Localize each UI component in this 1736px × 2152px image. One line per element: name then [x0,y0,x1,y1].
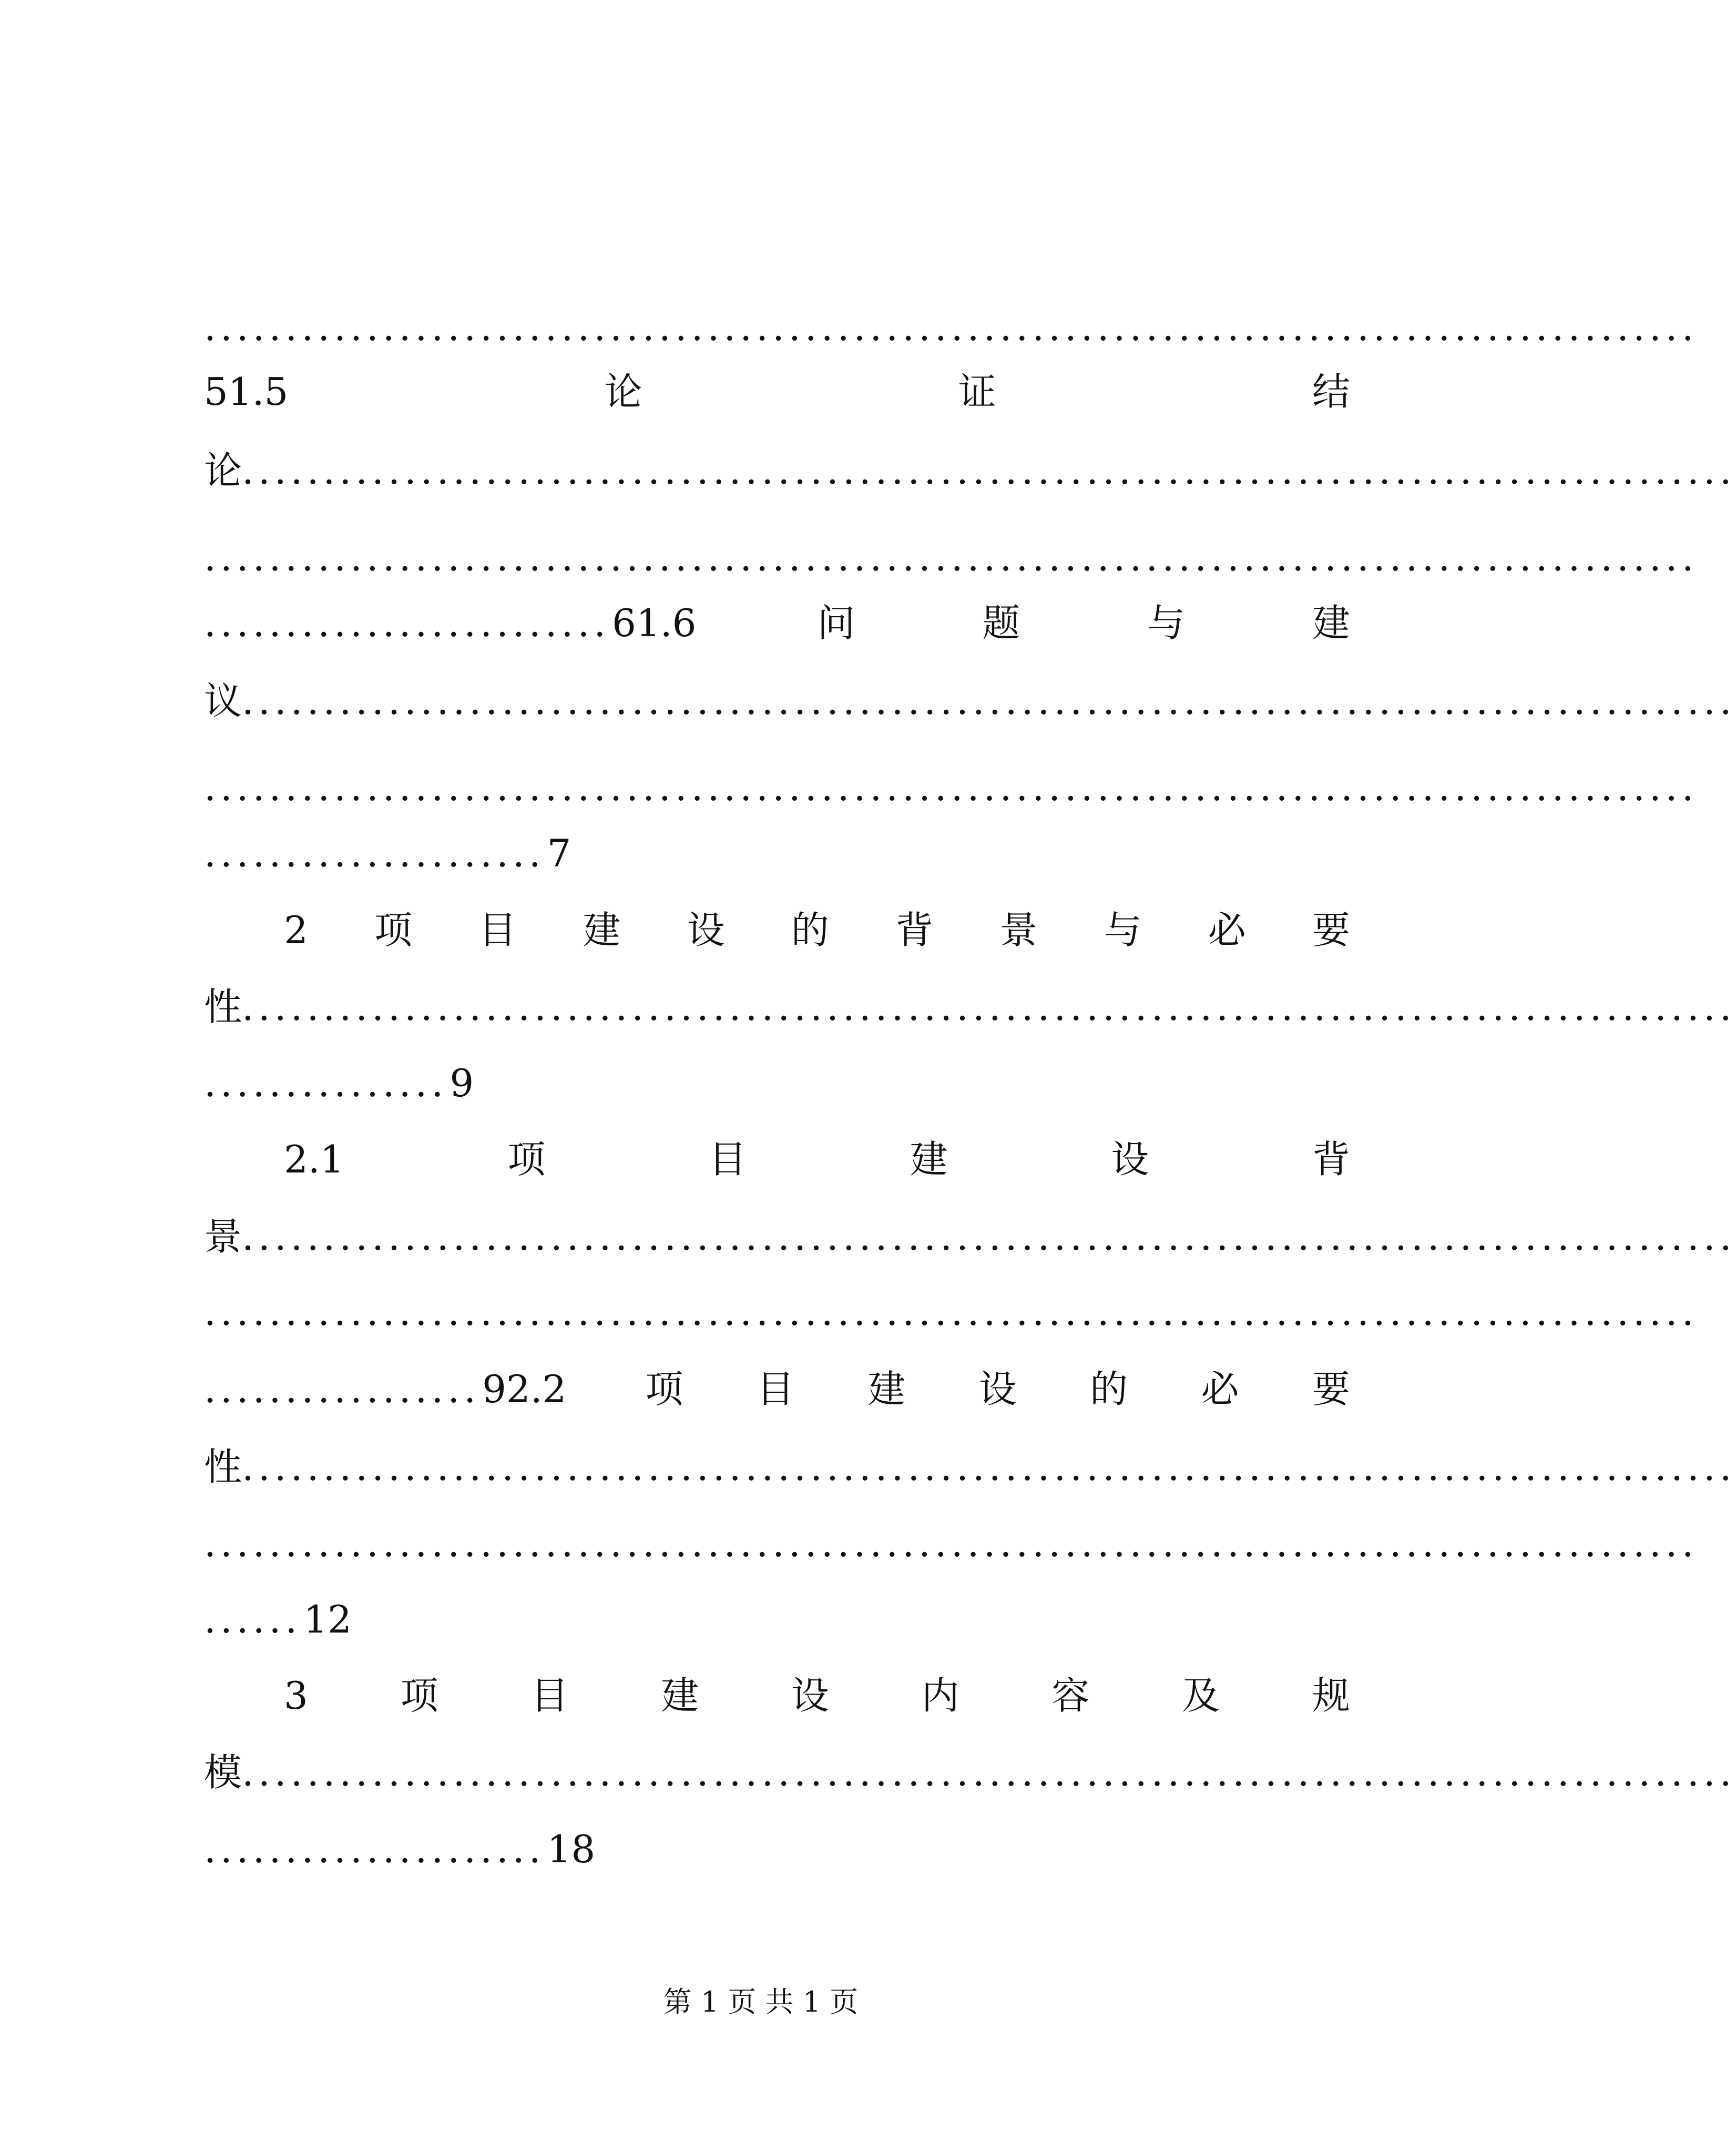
dot-leader: ..................... [204,831,545,875]
toc-dots-line [204,758,1698,816]
dot-leader: ............................................................................................ [242,985,1736,1029]
toc-entry-1-5 [204,363,1350,421]
toc-char: 建 [867,1367,906,1411]
toc-char: 问 [817,601,855,645]
toc-number: 51.5 [204,370,289,414]
toc-char: 建 [583,908,621,952]
toc-char: 景 [204,1215,242,1259]
toc-char: 的 [791,908,829,952]
toc-char: 目 [478,908,517,952]
toc-leader-line [204,442,1736,499]
toc-char: 建 [1312,601,1350,645]
dot-leader: ..................... [204,1827,545,1871]
toc-leader-line [204,672,1736,730]
toc-char: 与 [1104,908,1142,952]
toc-page-number: 18 [547,1827,596,1871]
toc-char: 设 [791,1674,829,1718]
toc-char: 内 [921,1674,959,1718]
toc-char: 题 [982,601,1020,645]
toc-entry-2 [284,901,1350,959]
toc-char: 证 [958,370,996,414]
toc-leader-line [204,978,1736,1036]
toc-number: 2 [284,908,308,952]
toc-char: 项 [645,1367,683,1411]
toc-char: 背 [1312,1137,1350,1181]
toc-entry-3 [284,1667,1350,1725]
dot-leader: ............................................................................................ [204,305,1698,349]
toc-char: 必 [1201,1367,1239,1411]
toc-entry-2-2 [204,1360,1350,1418]
dot-leader: ............................................................................................ [204,535,1698,579]
toc-char: 模 [204,1750,242,1794]
toc-char: 项 [374,908,413,952]
toc-char: 结 [1312,370,1350,414]
toc-number: 2.1 [284,1137,344,1181]
toc-char: 议 [204,679,242,723]
toc-number: 3 [284,1674,308,1718]
toc-dots-line [204,1514,1698,1572]
toc-char: 及 [1182,1674,1220,1718]
toc-leader-line [204,1590,1350,1648]
toc-char: 与 [1147,601,1186,645]
dot-leader: ............................................................................................ [242,448,1736,493]
toc-char: 目 [530,1674,569,1718]
dot-leader: ................. [204,1367,481,1411]
toc-dots-line [204,298,1698,356]
toc-char: 背 [895,908,934,952]
toc-entry-1-6 [204,594,1350,652]
toc-char: 设 [978,1367,1017,1411]
toc-char: 的 [1090,1367,1128,1411]
dot-leader: ............................................................................................ [204,765,1698,809]
toc-leader-line [204,1743,1736,1801]
toc-char: 建 [661,1674,699,1718]
page-footer: 第 1 页 共 1 页 [663,1985,859,2018]
toc-char: 必 [1208,908,1246,952]
toc-page-number: 12 [303,1597,352,1641]
toc-char: 论 [604,370,642,414]
dot-leader: ............................................................................................ [204,1290,1698,1334]
toc-leader-line [204,1208,1736,1266]
toc-char: 论 [204,448,242,493]
dot-leader: ...... [204,1597,302,1641]
toc-entry-2-1 [284,1130,1350,1188]
dot-leader: ............................................................................................ [242,1445,1736,1489]
toc-leader-line [204,1438,1736,1496]
toc-char: 建 [910,1137,948,1181]
toc-char: 目 [708,1137,747,1181]
toc-dots-line [204,1283,1698,1341]
toc-page-number: 9 [450,1061,474,1105]
toc-char: 容 [1051,1674,1090,1718]
dot-leader: ............... [204,1061,448,1105]
dot-leader: ............................................................................................ [242,1750,1736,1794]
toc-char: 项 [400,1674,438,1718]
toc-leader-line [204,1820,1350,1878]
toc-char: 性 [204,1445,242,1489]
toc-char: 要 [1312,1367,1350,1411]
toc-char: 目 [756,1367,794,1411]
toc-page-number: 61.6 [612,601,697,645]
toc-char: 景 [999,908,1038,952]
toc-page-number: 92.2 [482,1367,567,1411]
toc-page-number: 7 [547,831,571,875]
dot-leader: ......................... [204,601,610,645]
dot-leader: ............................................................................................ [242,1215,1736,1259]
toc-dots-line [204,528,1698,586]
toc-char: 项 [507,1137,546,1181]
toc-leader-line [204,824,1350,882]
toc-char: 设 [1111,1137,1149,1181]
dot-leader: ............................................................................................ [204,1521,1698,1565]
toc-char: 性 [204,985,242,1029]
toc-leader-line [204,1054,1350,1112]
toc-char: 要 [1312,908,1350,952]
dot-leader: ............................................................................................ [242,679,1736,723]
toc-char: 规 [1312,1674,1350,1718]
toc-char: 设 [687,908,725,952]
